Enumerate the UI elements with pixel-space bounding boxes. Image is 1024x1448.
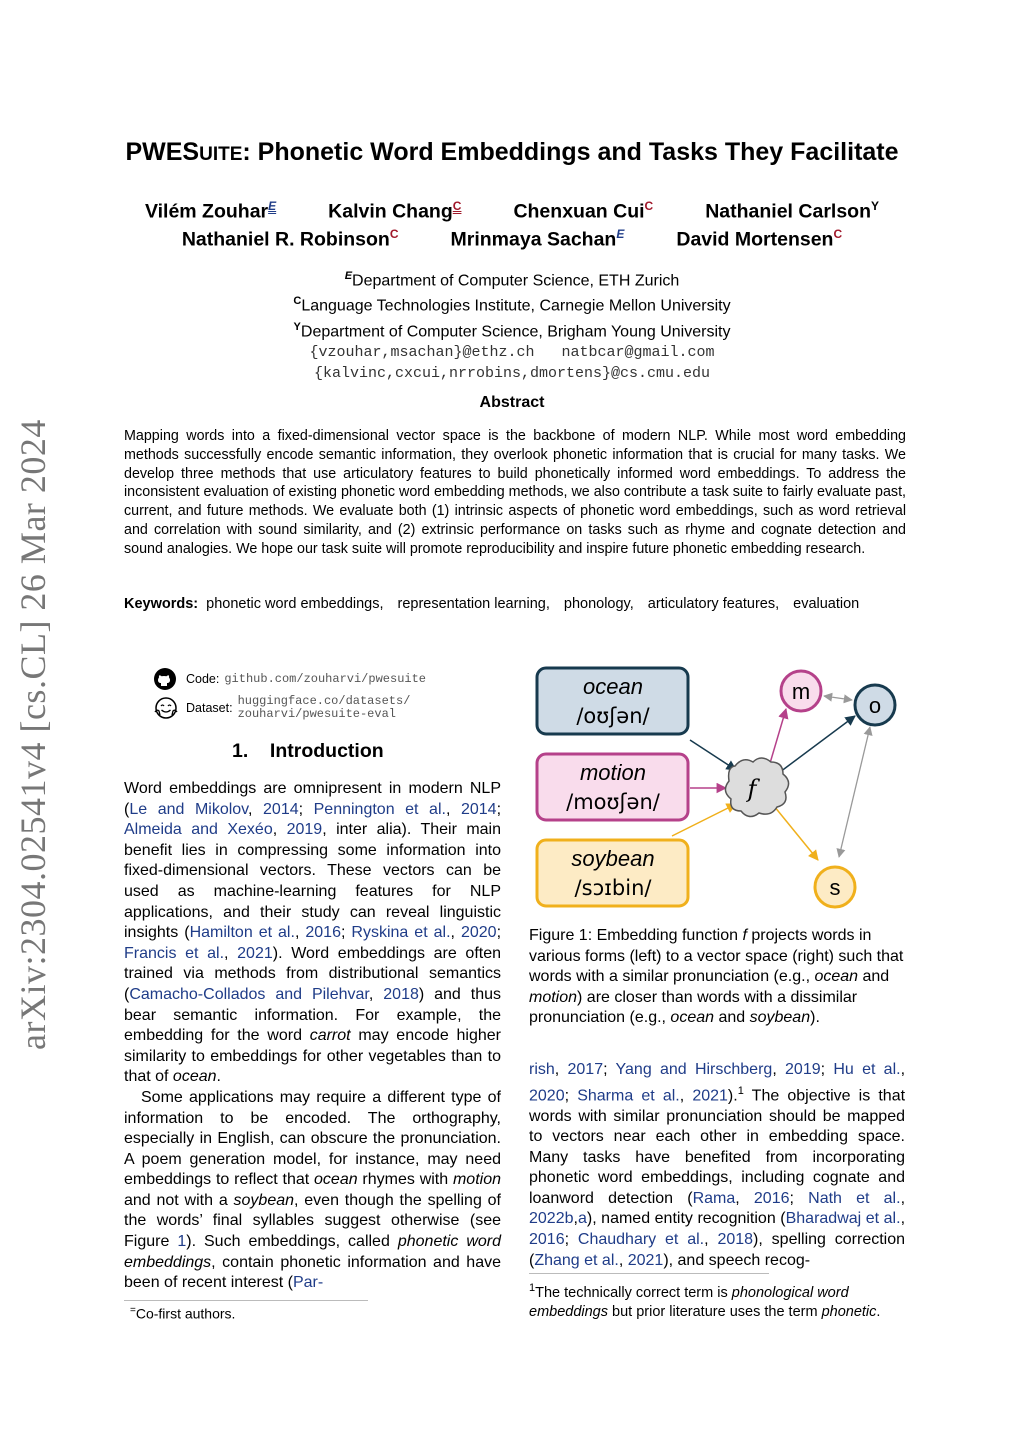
dataset-link[interactable]: huggingface.co/datasets/ zouharvi/pwesuite-eval — [237, 694, 411, 721]
code-link[interactable]: github.com/zouharvi/pwesuite — [224, 672, 426, 686]
arrow-f-to-s — [774, 806, 818, 860]
author-name: Mrinmaya Sachan$^E$ — [450, 227, 625, 251]
citation-link[interactable]: Zhang et al. — [534, 1251, 619, 1269]
citation-link[interactable]: Nath et al. — [808, 1189, 901, 1207]
word-label: soybean — [571, 846, 655, 871]
keyword: evaluation — [793, 596, 860, 612]
author-name: David Mortensen$^C$ — [676, 227, 843, 251]
citation-link[interactable]: 2019 — [785, 1061, 821, 1078]
huggingface-icon — [153, 696, 179, 720]
abstract-heading: Abstract — [479, 394, 545, 411]
keyword: articulatory features, — [647, 596, 780, 612]
distance-m-o — [824, 696, 852, 700]
author-row-2 — [0, 227, 1024, 252]
citation-link[interactable]: Pennington et al. — [313, 800, 446, 818]
figure-1-caption: Figure 1: Embedding function f projects words in various forms (left) to a vector space (right) such that words with a similar pronunciation (e.g., ocean and motion) are closer than words with a dissimilar pronunciation (e.g., ocean and soybean). — [529, 927, 904, 1027]
function-f-label: f — [747, 775, 757, 803]
citation-link[interactable]: Rama — [692, 1189, 736, 1207]
citation-link[interactable]: Hu et al. — [833, 1061, 901, 1078]
emails-line-1: {vzouhar,msachan}@ethz.ch natbcar@gmail.com — [309, 343, 715, 361]
affiliation-cmu: $^C$Language Technologies Institute, Carnegie Mellon University — [293, 295, 731, 315]
paper-title — [0, 138, 1024, 167]
affiliation-byu: $^Y$Department of Computer Science, Brigham Young University — [293, 320, 731, 340]
keywords-label: Keywords: — [124, 596, 199, 612]
emphasis: f — [742, 927, 747, 944]
citation-link[interactable]: Chaudhary et al. — [577, 1231, 705, 1249]
arrow-ocean-to-f — [690, 740, 736, 770]
emphasis: ocean — [314, 1171, 358, 1189]
keyword: representation learning, — [397, 596, 550, 612]
dataset-label: Dataset: — [186, 701, 233, 715]
citation-link[interactable]: 2018 — [383, 985, 419, 1003]
footnote-rule-left — [124, 1300, 368, 1301]
github-icon — [153, 667, 177, 691]
citation-link[interactable]: Yang and Hirschberg — [615, 1061, 773, 1078]
emphasis: ocean — [814, 968, 859, 986]
arxiv-identifier: arXiv:2304.02541v4 [cs.CL] 26 Mar 2024 — [13, 419, 53, 1050]
citation-link[interactable]: Francis et al. — [124, 944, 225, 962]
citation-link[interactable]: 2017 — [567, 1061, 604, 1078]
citation-link[interactable]: 2014 — [460, 800, 497, 818]
resources-block — [153, 667, 426, 721]
citation-link[interactable]: 2021 — [237, 944, 273, 962]
emphasis: carrot — [309, 1027, 351, 1045]
author-name: Nathaniel R. Robinson$^C$ — [181, 227, 399, 251]
author-name: Chenxuan Cui$^C$ — [513, 199, 654, 223]
citation-link[interactable]: 1 — [177, 1233, 187, 1251]
arrow-f-to-o — [780, 716, 855, 772]
node-label: s — [829, 875, 841, 900]
intro-paragraph-2: Some applications may require a different type of information to be encoded. The orthography, especially in English, can obscure the pronunciation. A poem generation model, for instance, may need embeddings to reflect that ocean rhymes with motion and not with a soybean, even though the spelling of the words’ final syllables suggest otherwise (see Figure 1). Such embeddings, called phonetic word embeddings, contain phonetic information and have been of recent interest (Par- — [124, 1088, 501, 1292]
citation-link[interactable]: 2016 — [753, 1189, 790, 1207]
citation-link[interactable]: 2014 — [263, 800, 299, 818]
citation-link[interactable]: Camacho-Collados and Pilehvar — [129, 985, 369, 1003]
keyword: phonology, — [563, 596, 634, 612]
footnote-rule-right — [529, 1273, 769, 1274]
affiliations — [0, 266, 1024, 384]
citation-link[interactable]: 2016 — [529, 1231, 565, 1249]
word-ipa: /sɔɪbin/ — [574, 876, 652, 900]
citation-link[interactable]: 2021 — [627, 1251, 664, 1269]
section-heading-introduction: 1. Introduction — [232, 740, 384, 762]
citation-link[interactable]: a — [577, 1210, 587, 1228]
emphasis: phonetic — [821, 1303, 877, 1320]
author-name: Vilém Zouhar$^E$ — [144, 199, 277, 223]
citation-link[interactable]: rish — [529, 1061, 555, 1078]
emphasis: soybean — [233, 1191, 295, 1209]
citation-link[interactable]: Bharadwaj et al. — [785, 1210, 901, 1228]
emphasis: motion — [529, 988, 578, 1006]
title-small-caps: PWESUITE — [125, 138, 243, 166]
citation-link[interactable]: Le and Mikolov — [129, 800, 248, 818]
intro-column — [124, 779, 501, 1294]
citation-link[interactable]: 2020 — [529, 1086, 565, 1104]
figure-1-diagram — [530, 660, 910, 915]
emphasis: phonological word embeddings — [529, 1284, 849, 1320]
code-label: Code: — [186, 672, 220, 686]
affiliation-eth: $^E$Department of Computer Science, ETH Zurich — [344, 270, 680, 290]
keyword: phonetic word embeddings, — [206, 596, 384, 612]
word-ipa: /oʊʃən/ — [576, 704, 650, 728]
citation-link[interactable]: Almeida and Xexéo — [124, 821, 273, 839]
citation-link[interactable]: 2019 — [286, 821, 323, 839]
title-rest: : Phonetic Word Embeddings and Tasks They Facilitate — [242, 138, 899, 166]
emphasis: ocean — [670, 1009, 715, 1027]
keywords — [124, 596, 914, 612]
citation-link[interactable]: Sharma et al. — [577, 1086, 680, 1104]
footnote-cofirst: =Co-first authors. — [130, 1305, 236, 1322]
intro-paragraph-1: Word embeddings are omnipresent in modern NLP (Le and Mikolov, 2014; Pennington et al., 2014; Almeida and Xexéo, 2019, inter alia). Their main benefit lies in compressing some information into fixed-dimensional vectors. These vectors can be used as machine-learning features for NLP applications, and their study can reveal linguistic insights (Hamilton et al., 2016; Ryskina et al., 2020; Francis et al., 2021). Word embeddings are often trained via methods from distributional semantics (Camacho-Collados and Pilehvar, 2018) and thus bear semantic information. For example, the embedding for the word carrot may encode higher similarity to embeddings for other vegetables than to that of ocean. — [124, 780, 502, 1086]
emphasis: phonetic word embeddings — [124, 1233, 501, 1271]
node-label: o — [868, 693, 882, 718]
citation-link[interactable]: 2021 — [692, 1086, 728, 1104]
emails-line-2: {kalvinc,cxcui,nrrobins,dmortens}@cs.cmu.edu — [313, 364, 711, 382]
emphasis: motion — [452, 1171, 501, 1189]
citation-link[interactable]: Par- — [292, 1274, 324, 1292]
citation-link[interactable]: Hamilton et al. — [189, 924, 295, 942]
right-column-paragraph: rish, 2017; Yang and Hirschberg, 2019; Hu et al., 2020; Sharma et al., 2021).$^1$ The objective is that words with similar pronunciation should be mapped to vectors near each other in embedding space. Many tasks have benefited from incorporating phonetic word embeddings, including cognate and loanword detection (Rama, 2016; Nath et al., 2022b,a), named entity recognition (Bharadwaj et al., 2016; Chaudhary et al., 2018), spelling correction (Zhang et al., 2021), and speech recog- — [529, 1061, 906, 1269]
word-label: motion — [579, 760, 647, 785]
distance-o-s — [839, 727, 870, 857]
footnote-marker[interactable]: 1 — [529, 1282, 536, 1294]
emphasis: ocean — [172, 1068, 217, 1086]
citation-link[interactable]: 2022b — [529, 1210, 574, 1228]
word-ipa: /moʊʃən/ — [566, 790, 660, 814]
citation-link[interactable]: 2016 — [305, 924, 341, 942]
footnote-phonological: $^1$The technically correct term is phonological word embeddings but prior literature uses the term phonetic. — [529, 1282, 881, 1320]
citation-link[interactable]: 2018 — [717, 1231, 754, 1249]
node-label: m — [791, 679, 811, 704]
function-f-cloud — [725, 758, 788, 817]
emphasis: soybean — [749, 1009, 811, 1027]
footnote-marker[interactable]: 1 — [737, 1084, 744, 1097]
abstract-text: Mapping words into a fixed-dimensional vector space is the backbone of modern NLP. While most word embedding methods successfully encode semantic information, they overlook phonetic information that is crucial for many tasks. We develop three methods that use articulatory features to build phonetically informed word embeddings. To address the inconsistent evaluation of existing phonetic word embedding methods, we also contribute a task suite to fairly evaluate past, current, and future methods. We evaluate both (1) intrinsic aspects of phonetic word embeddings, such as word retrieval and correlation with sound similarity, and (2) extrinsic performance on tasks such as rhyme and cognate detection and sound analogies. We hope our task suite will promote reproducibility and inspire future phonetic embedding research. — [124, 428, 907, 557]
citation-link[interactable]: Ryskina et al. — [351, 924, 451, 942]
author-name: Nathaniel Carlson$^Y$ — [705, 199, 880, 223]
author-row-1 — [0, 199, 1024, 224]
citation-link[interactable]: 2020 — [460, 924, 497, 942]
word-label: ocean — [583, 674, 643, 699]
author-name: Kalvin Chang$^C$ — [328, 199, 462, 223]
